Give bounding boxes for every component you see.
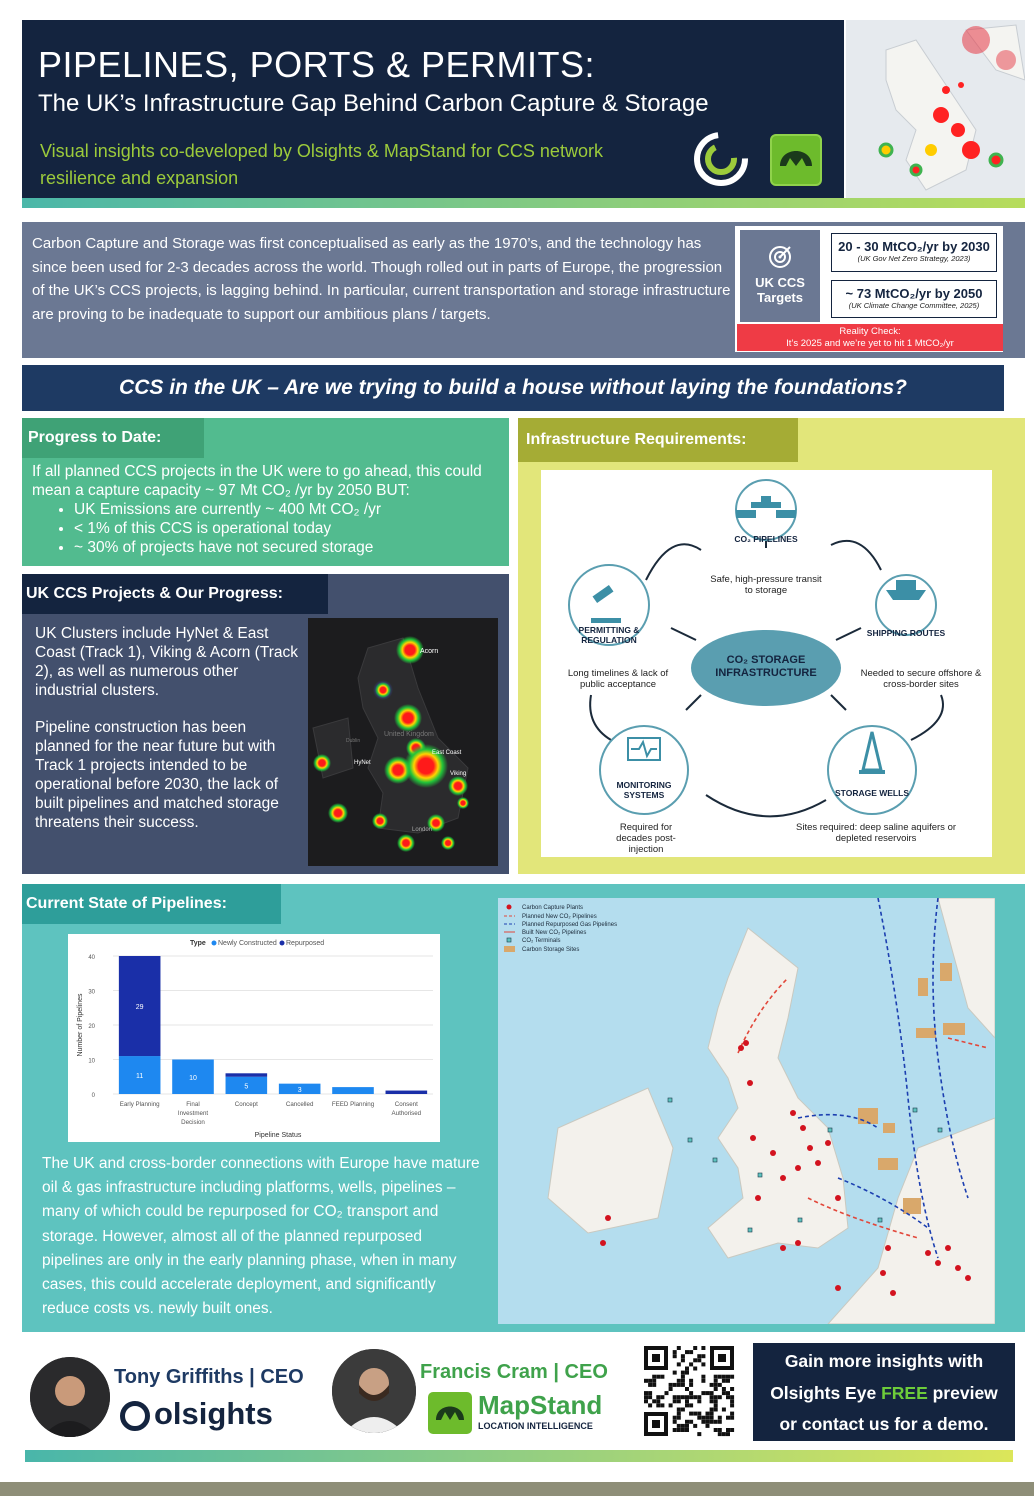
qr-module <box>669 1383 673 1387</box>
qr-module <box>693 1412 697 1416</box>
qr-module <box>648 1403 652 1407</box>
target-2030-value: 20 - 30 MtCO₂/yr by 2030 <box>838 239 990 254</box>
pipelines-body: The UK and cross-border connections with Europe have mature oil & gas infrastructure including platforms, wells, pipelines – many of which could be repurposed for CO₂ transport and storage. However, almost all of the planned repurposed pipelines are only in the early planning phase, when in many cases, this could accelerate deployment, and significantly reduce costs vs. newly built ones. <box>42 1155 480 1318</box>
qr-module <box>710 1412 714 1416</box>
qr-module <box>726 1375 730 1379</box>
qr-module <box>681 1354 685 1358</box>
chart-category-label: Consent <box>394 1101 418 1108</box>
pipeline-network-map <box>498 898 995 1324</box>
qr-module <box>697 1399 701 1403</box>
qr-module <box>714 1403 718 1407</box>
map-legend-storage-sites: Carbon Storage Sites <box>522 947 580 953</box>
qr-module <box>685 1395 689 1399</box>
qr-module <box>660 1375 664 1379</box>
qr-module <box>722 1408 726 1412</box>
qr-module <box>706 1416 710 1420</box>
chart-ytick-label: 0 <box>91 1093 95 1099</box>
progress-body <box>32 462 502 557</box>
qr-module <box>648 1379 652 1383</box>
qr-module <box>693 1367 697 1371</box>
qr-module <box>730 1428 734 1432</box>
map-legend-planned-new: Planned New CO₂ Pipelines <box>522 914 597 920</box>
header-gradient-bar <box>22 198 1025 208</box>
qr-module <box>693 1358 697 1362</box>
center-node-label: CO₂ STORAGE INFRASTRUCTURE <box>715 654 817 679</box>
cta-free: FREE <box>881 1382 928 1403</box>
qr-module <box>722 1375 726 1379</box>
chart-data-label: 11 <box>136 1073 144 1081</box>
olsights-mark-icon <box>120 1401 150 1431</box>
qr-module <box>726 1428 730 1432</box>
progress-bullet: • < 1% of this CCS is operational today <box>74 519 502 538</box>
qr-module <box>669 1387 673 1391</box>
reality-check-text: It’s 2025 and we’re yet to hit 1 MtCO₂/yr <box>786 338 954 349</box>
qr-module <box>648 1391 652 1395</box>
olsights-logo-icon <box>692 130 750 188</box>
qr-module <box>689 1383 693 1387</box>
map-legend-terminals: CO₂ Terminals <box>522 938 561 944</box>
progress-intro: If all planned CCS projects in the UK were to go ahead, this could mean a capture capacity ~ 97 Mt CO₂ /yr by 2050 BUT: <box>32 463 482 499</box>
chart-bar-newly-constructed <box>332 1087 374 1094</box>
map-label-dublin: Dublin <box>346 738 361 744</box>
qr-module <box>697 1432 701 1436</box>
qr-module <box>730 1395 734 1399</box>
map-legend-capture-plants: Carbon Capture Plants <box>522 905 584 911</box>
qr-module <box>697 1358 701 1362</box>
qr-module <box>644 1395 648 1399</box>
qr-module <box>677 1408 681 1412</box>
qr-module <box>714 1375 718 1379</box>
chart-category-label: Cancelled <box>285 1101 314 1108</box>
qr-module <box>722 1432 726 1436</box>
qr-module <box>656 1399 660 1403</box>
target-icon <box>767 244 793 270</box>
node-caption-permitting: Long timelines & lack of public acceptance <box>567 668 669 690</box>
qr-module <box>697 1395 701 1399</box>
qr-module <box>697 1354 701 1358</box>
poster-title: PIPELINES, PORTS & PERMITS: <box>38 44 595 85</box>
qr-module <box>726 1432 730 1436</box>
bottom-strip <box>0 1482 1034 1496</box>
qr-module <box>701 1420 705 1424</box>
qr-module <box>677 1412 681 1416</box>
target-2050 <box>831 280 997 318</box>
qr-module <box>714 1383 718 1387</box>
chart-ylabel: Number of Pipelines <box>77 993 84 1057</box>
projects-paragraph: UK Clusters include HyNet & East Coast (Track 1), Viking & Acorn (Track 2), as well as numerous other industrial clusters. <box>35 625 299 699</box>
node-label-storage-wells: STORAGE WELLS <box>835 788 909 798</box>
qr-module <box>656 1375 660 1379</box>
avatar-francis-cram <box>332 1349 416 1433</box>
qr-module <box>714 1379 718 1383</box>
qr-module <box>701 1354 705 1358</box>
mapstand-logo-icon <box>770 134 822 186</box>
qr-module <box>718 1383 722 1387</box>
node-label-monitoring: MONITORING SYSTEMS <box>616 780 672 800</box>
qr-module <box>710 1399 714 1403</box>
progress-bullet: • UK Emissions are currently ~ 400 Mt CO₂ /yr <box>74 500 502 519</box>
pipeline-status-chart <box>68 934 440 1142</box>
qr-module <box>722 1379 726 1383</box>
chart-category-label: Final <box>186 1101 200 1108</box>
mapstand-tagline: LOCATION INTELLIGENCE <box>478 1421 593 1431</box>
reality-check <box>737 324 1003 351</box>
mapstand-wordmark: MapStand <box>478 1390 603 1420</box>
qr-module <box>660 1395 664 1399</box>
qr-module <box>685 1403 689 1407</box>
avatar-tony-griffiths <box>30 1357 110 1437</box>
chart-legend-label: Newly Constructed <box>218 940 277 947</box>
chart-xlabel: Pipeline Status <box>254 1132 302 1139</box>
poster-tagline: Visual insights co-developed by Olsights & MapStand for CCS network resilience and expansion <box>40 141 603 188</box>
qr-module <box>677 1383 681 1387</box>
cta-line-1: Gain more insights with <box>784 1351 984 1371</box>
node-label-shipping: SHIPPING ROUTES <box>866 628 946 638</box>
qr-module <box>685 1424 689 1428</box>
qr-module <box>697 1412 701 1416</box>
qr-module <box>652 1399 656 1403</box>
qr-module <box>710 1408 714 1412</box>
header-heatmap-thumbnail <box>846 20 1025 200</box>
qr-module <box>718 1428 722 1432</box>
node-caption-pipelines: Safe, high-pressure transit to storage <box>710 574 822 596</box>
qr-module <box>685 1399 689 1403</box>
qr-module <box>718 1420 722 1424</box>
qr-module <box>673 1416 677 1420</box>
qr-module <box>644 1399 648 1403</box>
infrastructure-diagram <box>541 470 992 857</box>
mapstand-mark-icon <box>428 1392 472 1434</box>
cta-box[interactable] <box>753 1343 1015 1441</box>
map-label-london: London <box>412 827 433 833</box>
qr-module <box>673 1350 677 1354</box>
map-label-east-coast: East Coast <box>432 750 462 756</box>
qr-module <box>714 1420 718 1424</box>
chart-category-label: Investment <box>177 1110 209 1117</box>
qr-module <box>673 1371 677 1375</box>
target-2050-source: (UK Climate Change Committee, 2025) <box>848 301 980 310</box>
chart-category-label: FEED Planning <box>331 1101 375 1108</box>
qr-module <box>673 1428 677 1432</box>
qr-module <box>685 1371 689 1375</box>
qr-module <box>677 1416 681 1420</box>
map-label-acorn: Acorn <box>420 648 439 655</box>
qr-module <box>677 1362 681 1366</box>
node-caption-storage-wells: Sites required: deep saline aquifers or depleted reservoirs <box>796 822 957 844</box>
qr-module <box>673 1399 677 1403</box>
qr-module <box>701 1416 705 1420</box>
progress-bullet: • ~ 30% of projects have not secured storage <box>74 538 502 557</box>
progress-bullets <box>32 500 502 557</box>
qr-module <box>722 1391 726 1395</box>
chart-category-label: Authorised <box>391 1110 422 1117</box>
qr-module <box>685 1387 689 1391</box>
qr-module <box>681 1408 685 1412</box>
chart-category-label: Early Planning <box>119 1101 160 1108</box>
qr-module <box>730 1416 734 1420</box>
qr-module <box>722 1387 726 1391</box>
qr-module <box>685 1350 689 1354</box>
qr-module <box>681 1428 685 1432</box>
qr-module <box>656 1395 660 1399</box>
qr-module <box>693 1346 697 1350</box>
qr-module <box>644 1391 648 1395</box>
map-label-hynet: HyNet <box>354 760 371 766</box>
node-caption-monitoring: Required for decades post-injection <box>616 822 676 855</box>
qr-module <box>714 1399 718 1403</box>
qr-module <box>685 1428 689 1432</box>
qr-module <box>726 1391 730 1395</box>
qr-module <box>669 1403 673 1407</box>
qr-module <box>689 1379 693 1383</box>
qr-module <box>730 1375 734 1379</box>
qr-module <box>681 1375 685 1379</box>
qr-module <box>689 1403 693 1407</box>
qr-module <box>714 1387 718 1391</box>
node-label-pipelines: CO₂ PIPELINES <box>734 534 798 544</box>
qr-module <box>677 1399 681 1403</box>
target-2030-source: (UK Gov Net Zero Strategy, 2023) <box>857 254 971 263</box>
qr-module <box>660 1403 664 1407</box>
qr-module <box>689 1420 693 1424</box>
map-label-viking: Viking <box>450 771 467 777</box>
qr-module <box>710 1395 714 1399</box>
chart-data-label: 5 <box>244 1083 249 1091</box>
qr-module <box>677 1428 681 1432</box>
qr-module <box>689 1362 693 1366</box>
chart-ytick-label: 40 <box>88 955 95 961</box>
qr-module <box>730 1399 734 1403</box>
chart-bar-repurposed <box>386 1091 428 1094</box>
infrastructure-heading: Infrastructure Requirements: <box>518 418 798 462</box>
qr-module <box>710 1416 714 1420</box>
qr-module <box>681 1358 685 1362</box>
chart-data-label: 29 <box>135 1004 144 1012</box>
node-caption-shipping: Needed to secure offshore & cross-border sites <box>860 668 982 690</box>
intro-text: Carbon Capture and Storage was first conceptualised as early as the 1970’s, and the technology has since been used for 2-3 decades across the world. Though rolled out in parts of Europe, the progression of the UK’s CCS projects, is lagging behind. In particular, current transportation and storage infrastructure are proving to be inadequate to support our ambitious plans / targets. <box>32 235 731 323</box>
chart-bar-repurposed <box>226 1073 268 1076</box>
qr-module <box>652 1379 656 1383</box>
qr-finder <box>652 1354 660 1362</box>
qr-module <box>718 1416 722 1420</box>
chart-ytick-label: 10 <box>88 1058 95 1065</box>
chart-category-label: Concept <box>234 1101 258 1108</box>
chart-data-label: 10 <box>189 1074 197 1082</box>
qr-module <box>718 1395 722 1399</box>
chart-legend-marker <box>212 941 217 946</box>
pipelines-heading: Current State of Pipelines: <box>22 884 281 924</box>
reality-check-title: Reality Check: <box>839 326 901 337</box>
qr-module <box>685 1367 689 1371</box>
targets-label: UK CCS Targets <box>755 275 805 305</box>
chart-data-label: 3 <box>297 1086 302 1094</box>
qr-finder <box>652 1420 660 1428</box>
chart-category-label: Decision <box>181 1119 205 1126</box>
person-2-name: Francis Cram | CEO <box>420 1361 608 1383</box>
projects-heading: UK CCS Projects & Our Progress: <box>22 574 328 614</box>
qr-module <box>677 1379 681 1383</box>
qr-module <box>697 1416 701 1420</box>
qr-module <box>673 1383 677 1387</box>
qr-module <box>665 1391 669 1395</box>
qr-module <box>718 1375 722 1379</box>
qr-module <box>730 1412 734 1416</box>
map-legend-repurposed: Planned Repurposed Gas Pipelines <box>522 922 618 928</box>
qr-module <box>706 1391 710 1395</box>
qr-module <box>689 1395 693 1399</box>
node-label-permitting: PERMITTING & REGULATION <box>578 625 640 645</box>
qr-module <box>677 1346 681 1350</box>
olsights-wordmark-text: olsights <box>154 1396 273 1431</box>
target-2050-value: ~ 73 MtCO₂/yr by 2050 <box>845 286 983 301</box>
qr-code[interactable] <box>640 1342 738 1440</box>
qr-module <box>693 1424 697 1428</box>
qr-module <box>689 1391 693 1395</box>
qr-module <box>710 1420 714 1424</box>
projects-paragraph: Pipeline construction has been planned for the near future but with Track 1 projects intended to be operational before 2030, the lack of built pipelines and matched storage threatens their success. <box>35 719 279 831</box>
qr-module <box>648 1383 652 1387</box>
chart-legend-title: Type <box>190 940 206 947</box>
projects-body <box>35 624 300 850</box>
qr-module <box>677 1395 681 1399</box>
qr-module <box>652 1375 656 1379</box>
qr-module <box>681 1379 685 1383</box>
qr-module <box>710 1391 714 1395</box>
chart-ytick-label: 20 <box>88 1024 95 1030</box>
map-legend-built-new: Built New CO₂ Pipelines <box>522 930 587 936</box>
qr-module <box>693 1395 697 1399</box>
target-2030 <box>831 233 997 272</box>
qr-module <box>701 1391 705 1395</box>
qr-module <box>714 1408 718 1412</box>
qr-module <box>710 1383 714 1387</box>
qr-module <box>730 1387 734 1391</box>
qr-module <box>714 1395 718 1399</box>
qr-module <box>730 1403 734 1407</box>
qr-module <box>701 1362 705 1366</box>
chart-legend-marker <box>280 941 285 946</box>
map-label-uk: United Kingdom <box>384 731 434 738</box>
qr-module <box>706 1412 710 1416</box>
qr-module <box>681 1383 685 1387</box>
olsights-wordmark <box>120 1396 273 1432</box>
progress-heading: Progress to Date: <box>22 418 204 458</box>
qr-module <box>701 1379 705 1383</box>
qr-module <box>652 1383 656 1387</box>
qr-module <box>701 1346 705 1350</box>
qr-module <box>726 1395 730 1399</box>
qr-module <box>677 1424 681 1428</box>
footer-gradient-bar <box>25 1450 1013 1462</box>
qr-module <box>644 1379 648 1383</box>
qr-module <box>726 1379 730 1383</box>
qr-module <box>656 1403 660 1407</box>
qr-module <box>689 1412 693 1416</box>
targets-label-box <box>740 230 820 322</box>
person-1-name: Tony Griffiths | CEO <box>114 1366 304 1388</box>
qr-module <box>681 1395 685 1399</box>
qr-module <box>714 1428 718 1432</box>
qr-finder <box>718 1354 726 1362</box>
cta-line-2: Olsights Eye FREE preview <box>770 1382 998 1403</box>
question-banner: CCS in the UK – Are we trying to build a house without laying the foundations? <box>22 365 1004 411</box>
chart-legend-label: Repurposed <box>286 940 325 947</box>
qr-module <box>726 1416 730 1420</box>
poster-subtitle: The UK’s Infrastructure Gap Behind Carbon Capture & Storage <box>38 90 709 117</box>
uk-ccs-heatmap <box>308 618 498 866</box>
qr-module <box>681 1424 685 1428</box>
qr-module <box>685 1420 689 1424</box>
qr-module <box>681 1371 685 1375</box>
qr-module <box>648 1395 652 1399</box>
qr-module <box>673 1420 677 1424</box>
cta-line-3: or contact us for a demo. <box>779 1414 989 1434</box>
chart-ytick-label: 30 <box>88 989 95 996</box>
qr-module <box>689 1350 693 1354</box>
qr-module <box>706 1420 710 1424</box>
qr-module <box>706 1424 710 1428</box>
qr-module <box>701 1375 705 1379</box>
qr-module <box>673 1395 677 1399</box>
qr-module <box>673 1354 677 1358</box>
qr-module <box>718 1432 722 1436</box>
